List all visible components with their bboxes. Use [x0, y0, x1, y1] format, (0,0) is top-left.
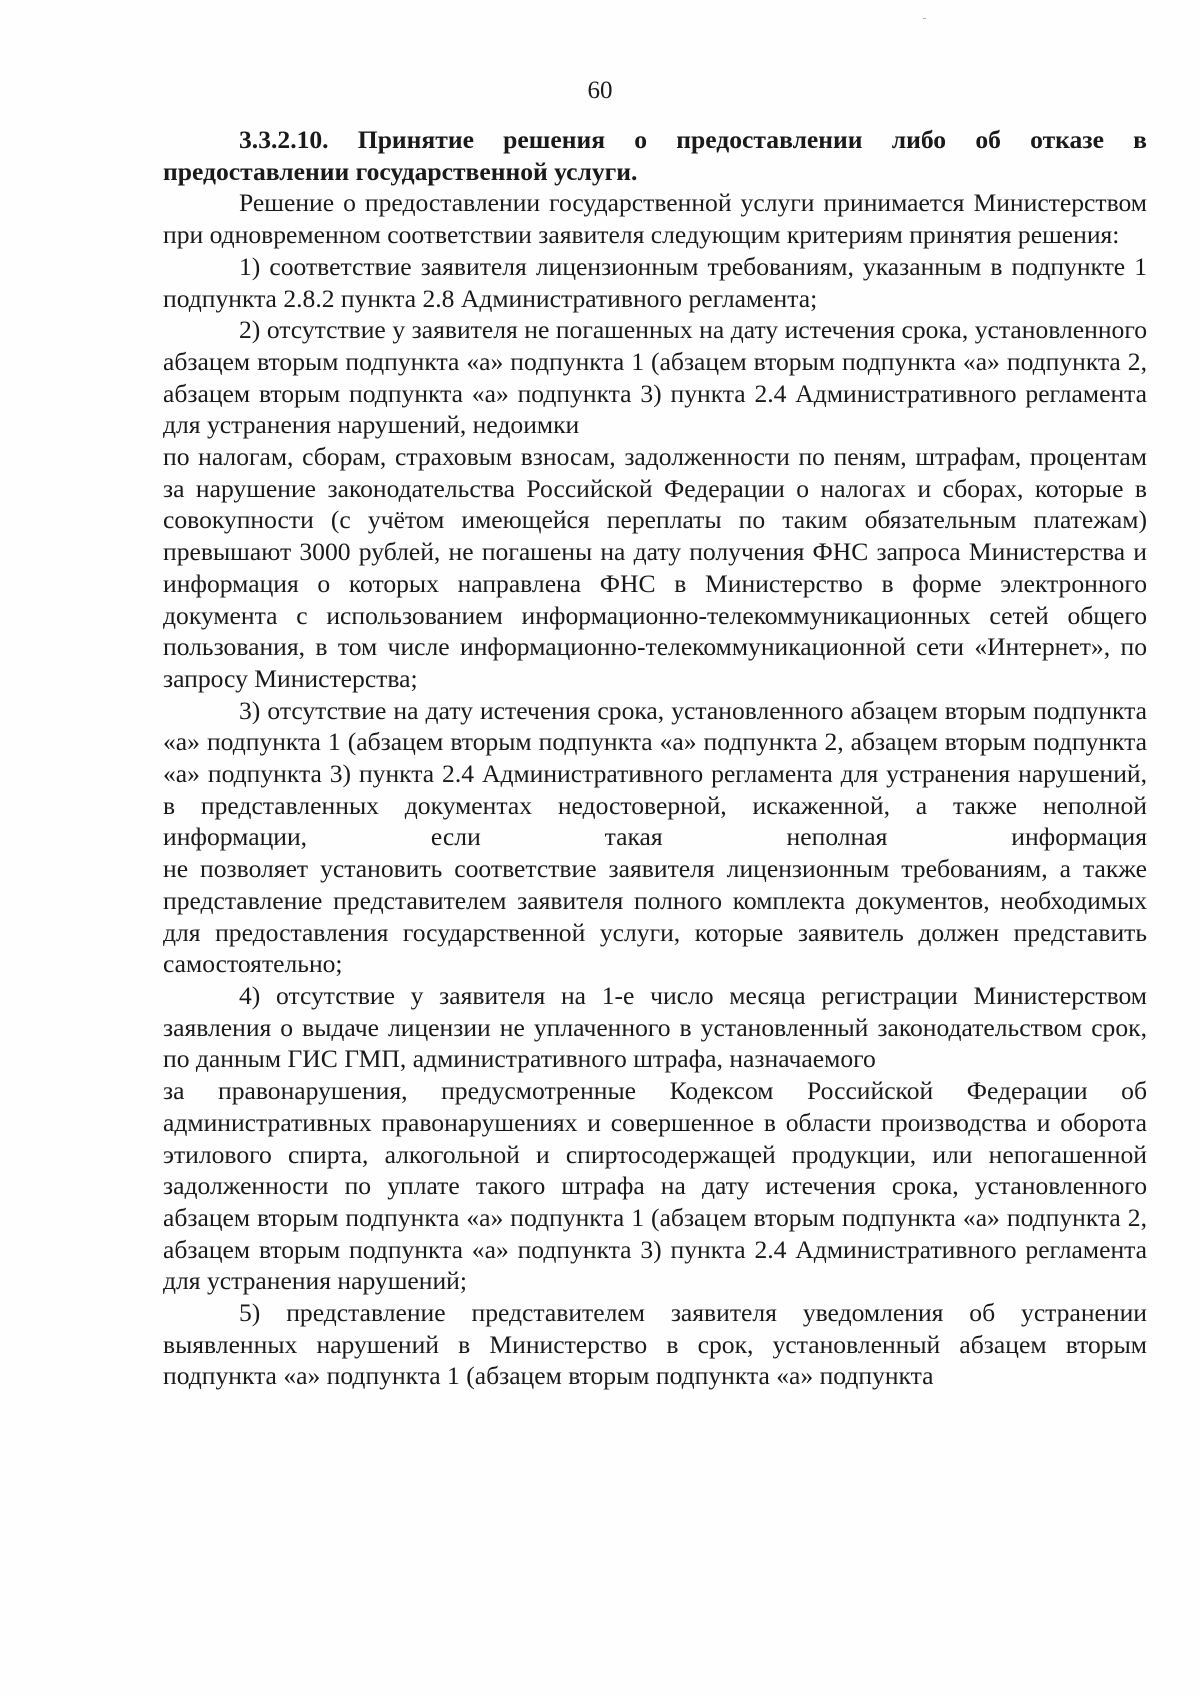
paragraph-decision-criteria: Решение о предоставлении государственной услуги принимается Министерством при одновременном соответствии заявителя следующим критериям принятия решения: — [163, 188, 1147, 250]
list-item-2-continuation: по налогам, сборам, страховым взносам, задолженности по пеням, штрафам, процентам за нарушение законодательства Российской Федерации о налогах и сборах, которые в совокупности (с учётом имеющейся переплаты по таким обязательным платежам) превышают 3000 рублей, не погашены на дату получения ФНС запроса Министерства и информация о которых направлена ФНС в Министерство в форме электронного документа с использованием информационно-телекоммуникационных сетей общего пользования, в том числе информационно-телекоммуникационной сети «Интернет», по запросу Министерства; — [163, 442, 1147, 693]
list-item-4: 4) отсутствие у заявителя на 1-е число месяца регистрации Министерством заявления о выдаче лицензии не уплаченного в установленный законодательством срок, по данным ГИС ГМП, административного штрафа, назначаемого — [163, 980, 1147, 1074]
scan-speck — [923, 18, 926, 19]
list-item-5: 5) представление представителем заявителя уведомления об устранении выявленных нарушений в Министерство в срок, установленный абзацем вторым подпункта «а» подпункта 1 (абзацем вторым подпункта «а» подпункта — [163, 1298, 1147, 1391]
document-body — [163, 124, 1147, 1392]
list-item-2: 2) отсутствие у заявителя не погашенных на дату истечения срока, установленного абзацем вторым подпункта «а» подпункта 1 (абзацем вторым подпункта «а» подпункта 2, абзацем вторым подпункта «а» подпункта 3) пункта 2.4 Административного регламента для устранения нарушений, недоимки — [163, 315, 1147, 440]
list-item-1: 1) соответствие заявителя лицензионным требованиям, указанным в подпункте 1 подпункта 2.8.2 пункта 2.8 Административного регламента; — [163, 251, 1147, 313]
section-heading: 3.3.2.10. Принятие решения о предоставлении либо об отказе в предоставлении государственной услуги. — [163, 125, 1147, 186]
list-item-3: 3) отсутствие на дату истечения срока, установленного абзацем вторым подпункта «а» подпункта 1 (абзацем вторым подпункта «а» подпункта 2, абзацем вторым подпункта «а» подпункта 3) пункта 2.4 Административного регламента для устранения нарушений, в представленных документах недостоверной, искаженной, а также неполной информации, если такая неполная информация — [163, 695, 1147, 852]
page-number: 60 — [587, 77, 613, 104]
list-item-4-continuation: за правонарушения, предусмотренные Кодексом Российской Федерации об административных правонарушениях и совершенное в области производства и оборота этилового спирта, алкогольной и спиртосодержащей продукции, или непогашенной задолженности по уплате такого штрафа на дату истечения срока, установленного абзацем вторым подпункта «а» подпункта 1 (абзацем вторым подпункта «а» подпункта 2, абзацем вторым подпункта «а» подпункта 3) пункта 2.4 Административного регламента для устранения нарушений; — [163, 1076, 1147, 1296]
list-item-3-continuation: не позволяет установить соответствие заявителя лицензионным требованиям, а также представление представителем заявителя полного комплекта документов, необходимых для предоставления государственной услуги, которые заявитель должен представить самостоятельно; — [163, 854, 1147, 979]
